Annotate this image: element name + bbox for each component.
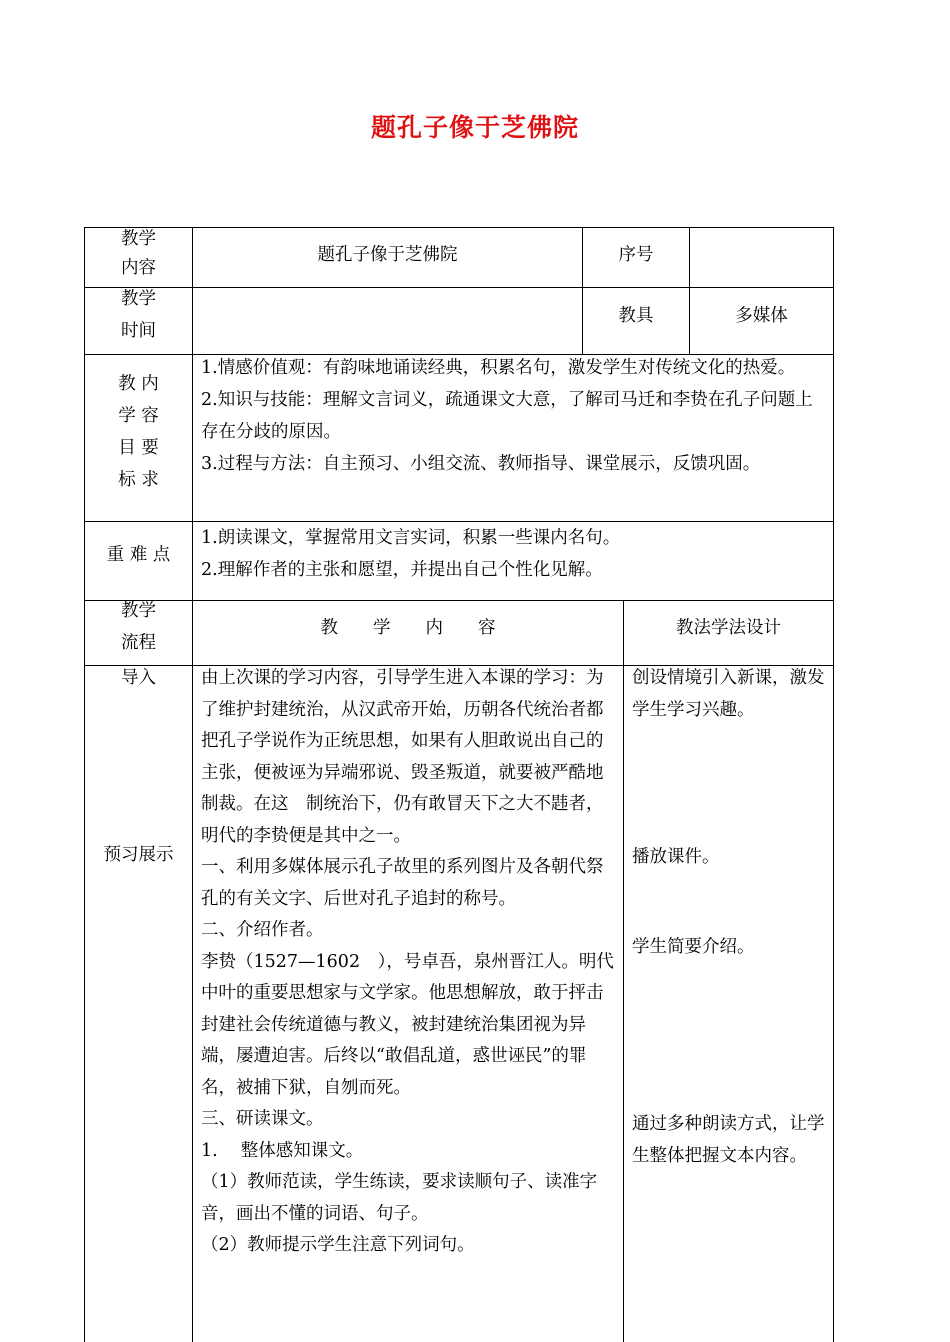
content-paragraph: 三、研读课文。: [201, 1109, 324, 1129]
table-rule: [84, 521, 834, 522]
goal-item: 2.知识与技能：理解文言词义，疏通课文大意，了解司马迁和李贽在孔子问题上存在分歧的原因。: [201, 390, 813, 442]
process-method-header: 教法学法设计: [676, 618, 781, 638]
process-content: [201, 663, 616, 1262]
content-paragraph: （1）教师范读，学生练读，要求读顺句子、读准字音，画出不懂的词语、句子。: [201, 1172, 598, 1224]
method-note: 创设情境引入新课，激发学生学习兴趣。: [632, 668, 825, 720]
method-note: 学生简要介绍。: [632, 937, 755, 957]
stage-preview: 预习展示: [103, 845, 174, 865]
serial-label: 序号: [618, 245, 654, 265]
process-content-header: 教 学 内 容: [320, 618, 496, 638]
goal-item: 3.过程与方法：自主预习、小组交流、教师指导、课堂展示，反馈巩固。: [201, 454, 761, 474]
process-label: 教学 流程: [121, 601, 156, 653]
table-border-right: [833, 227, 834, 1342]
table-rule: [84, 287, 834, 288]
key-point-item: 2.理解作者的主张和愿望，并提出自己个性化见解。: [201, 559, 603, 580]
table-rule: [623, 600, 624, 1342]
content-paragraph: 由上次课的学习内容，引导学生进入本课的学习：为了维护封建统治，从汉武帝开始，历朝各代统治者都把孔子学说作为正统思想，如果有人胆敢说出自己的主张，便被诬为异端邪说、毁圣叛道，就要被严酷地制裁。在这 制统治下，仍有敢冒天下之大不韪者，明代的李贽便是其中之一。: [201, 668, 604, 846]
content-value: 题孔子像于芝佛院: [317, 245, 458, 265]
stage-intro: 导入: [121, 668, 156, 688]
key-points-content: [201, 523, 827, 586]
tools-label: 教具: [618, 306, 654, 326]
key-point-item: 1.朗读课文，掌握常用文言实词，积累一些课内名句。: [201, 528, 621, 548]
goals-label: 教 内 学 容 目 要 标 求: [118, 374, 159, 490]
table-rule: [689, 227, 690, 355]
content-paragraph: （2）教师提示学生注意下列词句。: [201, 1235, 475, 1255]
method-note: 播放课件。: [632, 847, 720, 867]
content-paragraph: 一、利用多媒体展示孔子故里的系列图片及各朝代祭孔的有关文字、后世对孔子追封的称号。: [201, 857, 604, 909]
time-label: 教学 时间: [121, 289, 156, 341]
table-rule: [192, 227, 193, 1342]
tools-value: 多媒体: [735, 306, 788, 326]
key-points-label: 重 难 点: [106, 545, 171, 565]
goal-item: 1.情感价值观：有韵味地诵读经典，积累名句，激发学生对传统文化的热爱。: [201, 358, 796, 378]
goals-content: [201, 352, 827, 480]
content-paragraph: 李贽（1527—1602 ），号卓吾，泉州晋江人。明代中叶的重要思想家与文学家。他思想解放，敢于抨击封建社会传统道德与教义，被封建统治集团视为异端，屡遭迫害。后终以“敢倡乱道，惑世诬民”的罪名，被捕下狱，自刎而死。: [201, 951, 614, 1098]
table-rule: [84, 600, 834, 601]
table-border-top: [84, 227, 834, 228]
content-paragraph: 二、介绍作者。: [201, 920, 324, 940]
page-title: 题孔子像于芝佛院: [370, 113, 579, 142]
method-note: 通过多种朗读方式，让学生整体把握文本内容。: [632, 1114, 825, 1166]
content-paragraph: 1. 整体感知课文。: [201, 1140, 364, 1161]
content-label: 教学 内容: [121, 229, 156, 278]
